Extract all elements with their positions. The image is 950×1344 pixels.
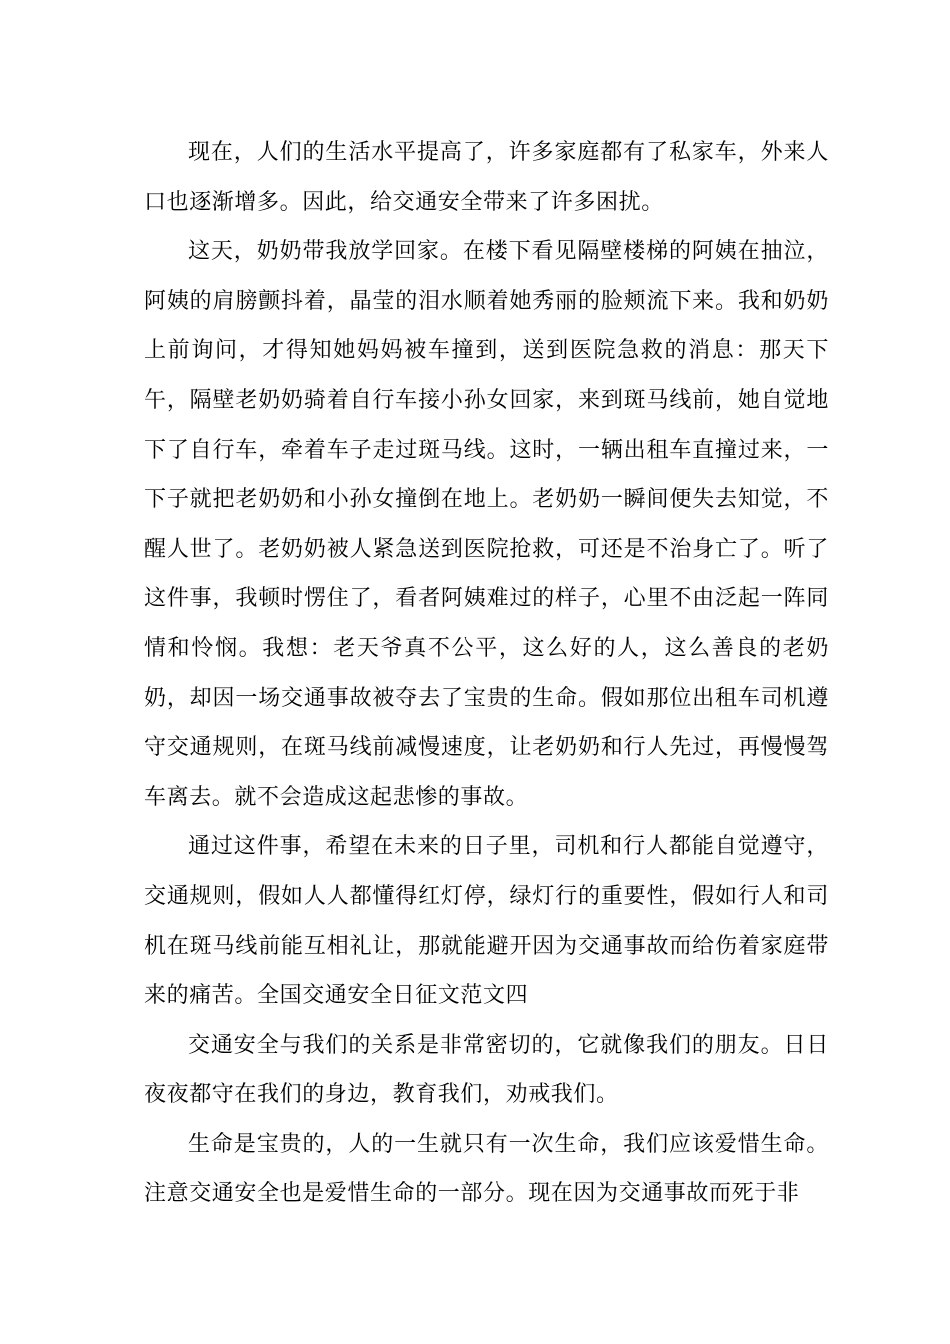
- paragraph-4: 交通安全与我们的关系是非常密切的，它就像我们的朋友。日日夜夜都守在我们的身边，教育我们，劝戒我们。: [144, 1032, 829, 1108]
- paragraph-2: 这天，奶奶带我放学回家。在楼下看见隔壁楼梯的阿姨在抽泣，阿姨的肩膀颤抖着，晶莹的泪水顺着她秀丽的脸颊流下来。我和奶奶上前询问，才得知她妈妈被车撞到，送到医院急救的消息：那天下午，隔壁老奶奶骑着自行车接小孙女回家，来到斑马线前，她自觉地下了自行车，牵着车子走过斑马线。这时，一辆出租车直撞过来，一下子就把老奶奶和小孙女撞倒在地上。老奶奶一瞬间便失去知觉，不醒人世了。老奶奶被人紧急送到医院抢救，可还是不治身亡了。听了这件事，我顿时愣住了，看者阿姨难过的样子，心里不由泛起一阵同情和怜悯。我想：老天爷真不公平，这么好的人，这么善良的老奶奶，却因一场交通事故被夺去了宝贵的生命。假如那位出租车司机遵守交通规则，在斑马线前减慢速度，让老奶奶和行人先过，再慢慢驾车离去。就不会造成这起悲惨的事故。: [144, 239, 829, 810]
- paragraph-3: 通过这件事，希望在未来的日子里，司机和行人都能自觉遵守，交通规则，假如人人都懂得红灯停，绿灯行的重要性，假如行人和司机在斑马线前能互相礼让，那就能避开因为交通事故而给伤着家庭带来的痛苦。全国交通安全日征文范文四: [144, 834, 829, 1009]
- paragraph-5: 生命是宝贵的，人的一生就只有一次生命，我们应该爱惜生命。注意交通安全也是爱惜生命的一部分。现在因为交通事故而死于非: [144, 1131, 829, 1207]
- document-body: [144, 128, 829, 1219]
- paragraph-1: 现在，人们的生活水平提高了，许多家庭都有了私家车，外来人口也逐渐增多。因此，给交通安全带来了许多困扰。: [144, 140, 829, 215]
